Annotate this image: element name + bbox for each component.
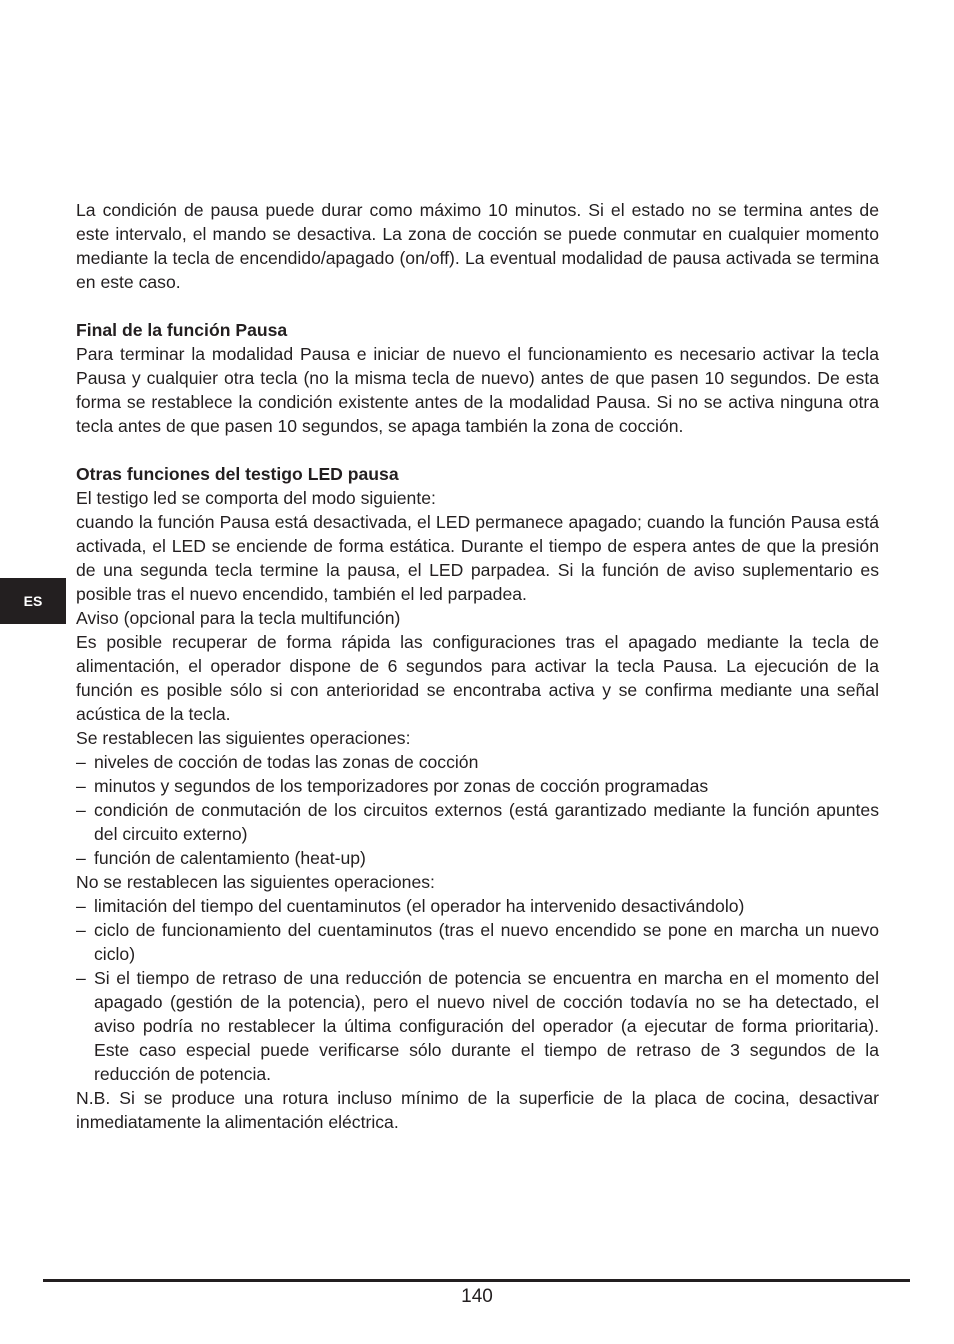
dash-marker: –: [76, 776, 86, 796]
led-behaviour-paragraph: cuando la función Pausa está desactivada, el LED permanece apagado; cuando la función Pausa está activada, el LED se enciende de forma estática. Durante el tiempo de espera antes de que la presión de una segunda tecla termine la pausa, el LED parpadea. Si la función de aviso suplementario es posible tras el nuevo encendido, también el led parpadea.: [76, 512, 879, 604]
spacer: [76, 438, 879, 462]
led-intro-line: El testigo led se comporta del modo siguiente:: [76, 488, 436, 508]
list-item: [76, 966, 879, 1086]
restored-intro: Se restablecen las siguientes operaciones:: [76, 728, 411, 748]
list-item: [76, 798, 879, 846]
spacer: [76, 294, 879, 318]
dash-marker: –: [76, 800, 86, 820]
pause-end-paragraph: Para terminar la modalidad Pausa e iniciar de nuevo el funcionamiento es necesario activar la tecla Pausa y cualquier otra tecla (no la misma tecla de nuevo) antes de que pasen 10 segundos. De esta forma se restablece la condición existente antes de la modalidad Pausa. Si no se activa ninguna otra tecla antes de que pasen 10 segundos, se apaga también la zona de cocción.: [76, 344, 879, 436]
list-item-text: minutos y segundos de los temporizadores por zonas de cocción programadas: [94, 776, 709, 796]
dash-marker: –: [76, 968, 86, 988]
dash-marker: –: [76, 848, 86, 868]
notice-paragraph: Es posible recuperar de forma rápida las configuraciones tras el apagado mediante la tecla de alimentación, el operador dispone de 6 segundos para activar la tecla Pausa. La ejecución de la función es posible sólo si con anterioridad se encontraba activa y se confirma mediante una señal acústica de la tecla.: [76, 632, 879, 724]
list-item: [76, 894, 879, 918]
list-item-text: condición de conmutación de los circuitos externos (está garantizado mediante la función apuntes del circuito externo): [94, 800, 879, 844]
page-content: [76, 198, 879, 1134]
list-item-text: limitación del tiempo del cuentaminutos (el operador ha intervenido desactivándolo): [94, 896, 745, 916]
footer-rule: [43, 1279, 910, 1282]
notice-line: Aviso (opcional para la tecla multifunción): [76, 608, 401, 628]
not-restored-intro: No se restablecen las siguientes operaciones:: [76, 872, 435, 892]
list-item-text: función de calentamiento (heat-up): [94, 848, 366, 868]
list-item: [76, 750, 879, 774]
section-heading-led-functions: Otras funciones del testigo LED pausa: [76, 464, 399, 484]
section-heading-pause-end: Final de la función Pausa: [76, 320, 288, 340]
list-item: [76, 774, 879, 798]
list-item-text: ciclo de funcionamiento del cuentaminutos (tras el nuevo encendido se pone en marcha un nuevo ciclo): [94, 920, 879, 964]
list-item-text: Si el tiempo de retraso de una reducción de potencia se encuentra en marcha en el momento del apagado (gestión de la potencia), pero el nuevo nivel de cocción todavía no se ha detectado, el aviso podría no restablecer la última configuración del operador (a ejecutar de forma prioritaria). Este caso especial puede verificarse sólo durante el tiempo de retraso de 3 segundos de la reducción de potencia.: [94, 968, 879, 1084]
dash-marker: –: [76, 920, 86, 940]
language-tab-label: ES: [23, 593, 43, 609]
list-item-text: niveles de cocción de todas las zonas de cocción: [94, 752, 479, 772]
page-number: 140: [461, 1286, 493, 1307]
dash-marker: –: [76, 896, 86, 916]
language-tab: [0, 578, 66, 624]
list-item: [76, 918, 879, 966]
intro-paragraph: La condición de pausa puede durar como máximo 10 minutos. Si el estado no se termina antes de este intervalo, el mando se desactiva. La zona de cocción se puede conmutar en cualquier momento mediante la tecla de encendido/apagado (on/off). La eventual modalidad de pausa activada se termina en este caso.: [76, 200, 879, 292]
list-item: [76, 846, 879, 870]
safety-note: N.B. Si se produce una rotura incluso mínimo de la superficie de la placa de cocina, desactivar inmediatamente la alimentación eléctrica.: [76, 1088, 879, 1132]
dash-marker: –: [76, 752, 86, 772]
